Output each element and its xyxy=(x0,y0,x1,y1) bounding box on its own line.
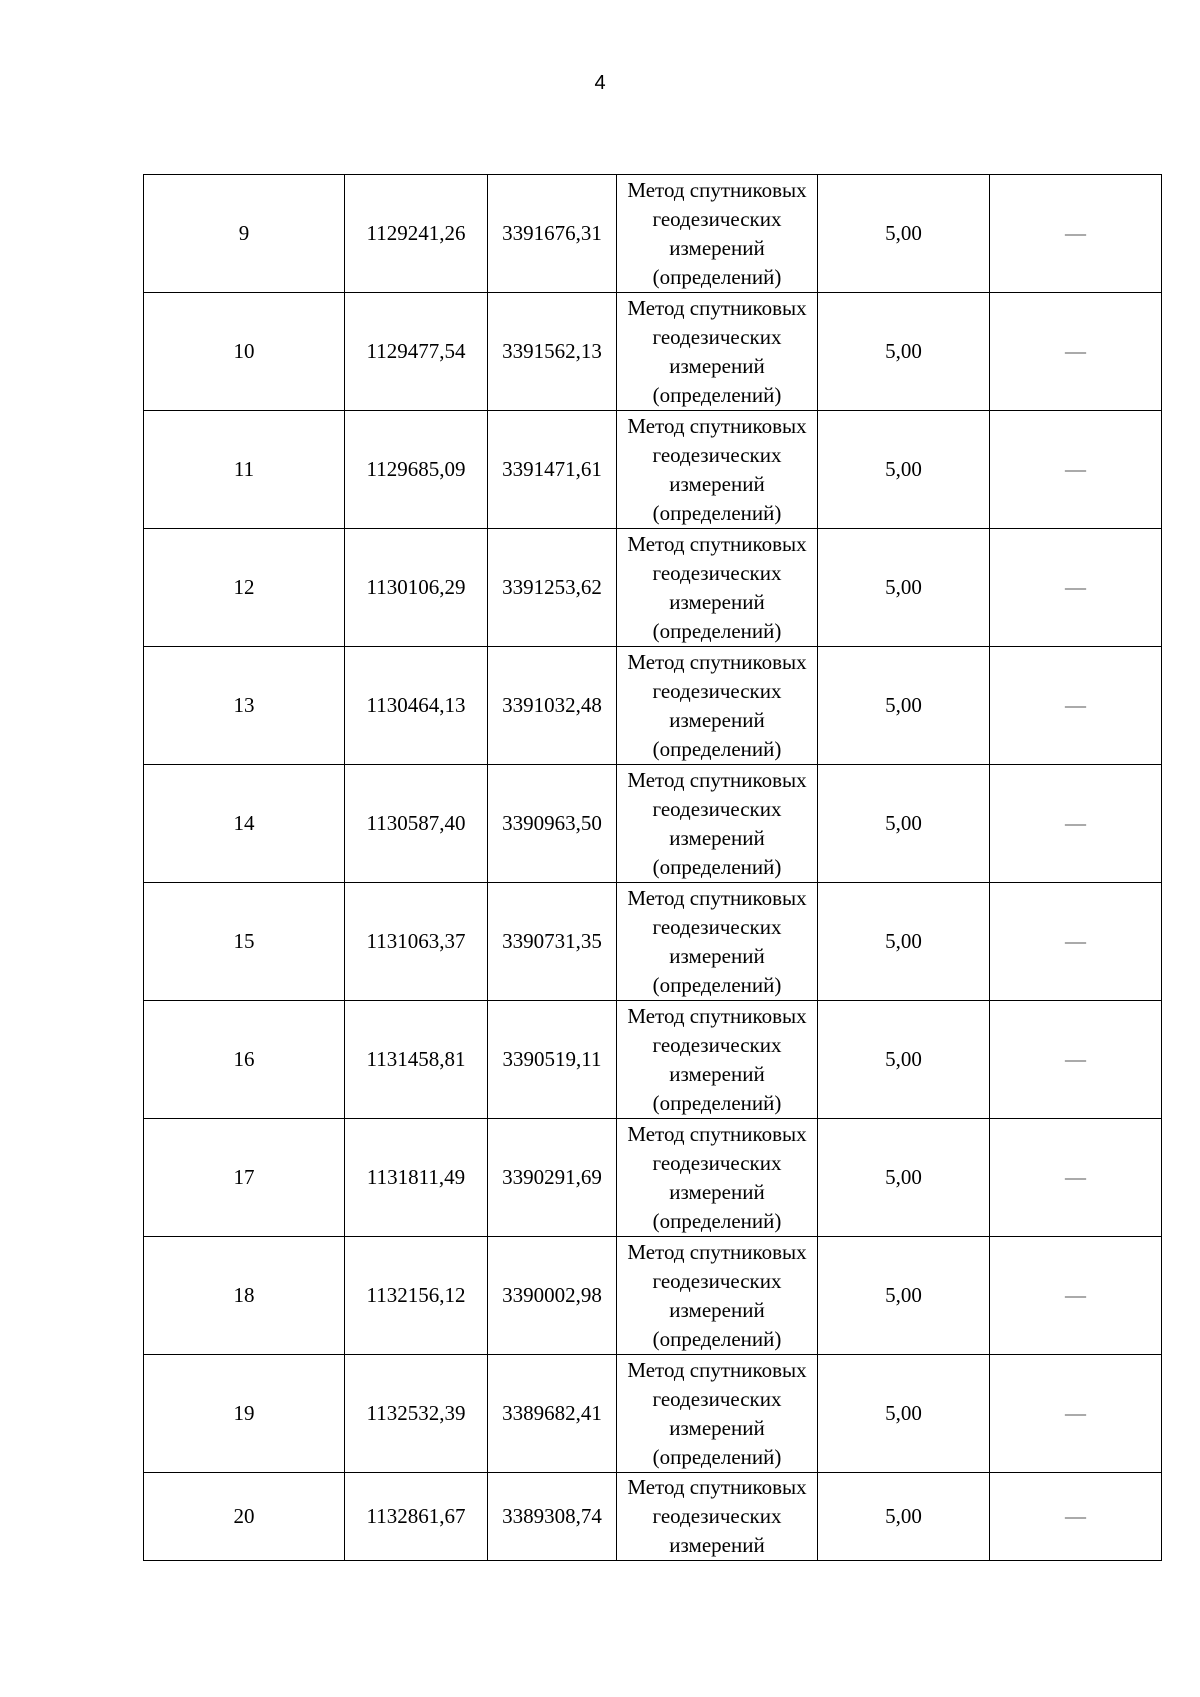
accuracy-cell: 5,00 xyxy=(818,765,990,883)
method-text-line: Метод спутниковых xyxy=(627,649,807,674)
table-row xyxy=(144,765,1162,883)
method-text-line: Метод спутниковых xyxy=(627,413,807,438)
method-text-line: (определений) xyxy=(652,264,782,289)
point-number-cell: 10 xyxy=(144,293,345,411)
method-text-line: (определений) xyxy=(652,618,782,643)
method-text-line: (определений) xyxy=(652,382,782,407)
method-cell xyxy=(617,1001,818,1119)
method-cell xyxy=(617,765,818,883)
method-text-line: геодезических xyxy=(652,442,782,467)
point-number-cell: 18 xyxy=(144,1237,345,1355)
method-text-line: измерений xyxy=(669,471,765,496)
x-coordinate-cell: 1129477,54 xyxy=(345,293,488,411)
y-coordinate-cell: 3390731,35 xyxy=(488,883,617,1001)
y-coordinate-cell: 3389308,74 xyxy=(488,1473,617,1561)
accuracy-cell: 5,00 xyxy=(818,647,990,765)
method-cell xyxy=(617,1355,818,1473)
table-row xyxy=(144,1119,1162,1237)
x-coordinate-cell: 1131811,49 xyxy=(345,1119,488,1237)
point-number-cell: 11 xyxy=(144,411,345,529)
y-coordinate-cell: 3390002,98 xyxy=(488,1237,617,1355)
accuracy-cell: 5,00 xyxy=(818,293,990,411)
y-coordinate-cell: 3389682,41 xyxy=(488,1355,617,1473)
method-text-line: Метод спутниковых xyxy=(627,767,807,792)
method-text-line: (определений) xyxy=(652,1090,782,1115)
coordinates-table-body xyxy=(144,175,1162,1561)
table-row xyxy=(144,883,1162,1001)
method-text-line: измерений xyxy=(669,1415,765,1440)
note-cell: — xyxy=(990,411,1162,529)
table-row xyxy=(144,293,1162,411)
x-coordinate-cell: 1130464,13 xyxy=(345,647,488,765)
note-cell: — xyxy=(990,293,1162,411)
point-number-cell: 13 xyxy=(144,647,345,765)
method-cell xyxy=(617,1473,818,1561)
y-coordinate-cell: 3390519,11 xyxy=(488,1001,617,1119)
method-text-line: геодезических xyxy=(652,1386,782,1411)
accuracy-cell: 5,00 xyxy=(818,1119,990,1237)
y-coordinate-cell: 3390963,50 xyxy=(488,765,617,883)
table-row xyxy=(144,1237,1162,1355)
accuracy-cell: 5,00 xyxy=(818,1473,990,1561)
x-coordinate-cell: 1129241,26 xyxy=(345,175,488,293)
x-coordinate-cell: 1132861,67 xyxy=(345,1473,488,1561)
x-coordinate-cell: 1130106,29 xyxy=(345,529,488,647)
method-text-line: измерений xyxy=(669,707,765,732)
table-row xyxy=(144,647,1162,765)
page-number: 4 xyxy=(594,72,606,94)
method-cell xyxy=(617,1237,818,1355)
method-cell xyxy=(617,647,818,765)
method-text-line: (определений) xyxy=(652,500,782,525)
accuracy-cell: 5,00 xyxy=(818,883,990,1001)
table-row xyxy=(144,1473,1162,1561)
point-number-cell: 15 xyxy=(144,883,345,1001)
method-text-line: геодезических xyxy=(652,1150,782,1175)
table-row xyxy=(144,175,1162,293)
method-text-line: Метод спутниковых xyxy=(627,885,807,910)
method-text-line: (определений) xyxy=(652,854,782,879)
note-cell: — xyxy=(990,1119,1162,1237)
x-coordinate-cell: 1132156,12 xyxy=(345,1237,488,1355)
method-cell xyxy=(617,1119,818,1237)
method-text-line: геодезических xyxy=(652,796,782,821)
method-text-line: измерений xyxy=(669,589,765,614)
y-coordinate-cell: 3391032,48 xyxy=(488,647,617,765)
method-text-line: геодезических xyxy=(652,914,782,939)
accuracy-cell: 5,00 xyxy=(818,1001,990,1119)
point-number-cell: 20 xyxy=(144,1473,345,1561)
method-text-line: Метод спутниковых xyxy=(627,1121,807,1146)
method-text-line: Метод спутниковых xyxy=(627,1239,807,1264)
x-coordinate-cell: 1129685,09 xyxy=(345,411,488,529)
method-text-line: Метод спутниковых xyxy=(627,295,807,320)
note-cell: — xyxy=(990,765,1162,883)
y-coordinate-cell: 3391676,31 xyxy=(488,175,617,293)
table-row xyxy=(144,1001,1162,1119)
accuracy-cell: 5,00 xyxy=(818,411,990,529)
note-cell: — xyxy=(990,529,1162,647)
method-cell xyxy=(617,883,818,1001)
point-number-cell: 9 xyxy=(144,175,345,293)
method-text-line: геодезических xyxy=(652,678,782,703)
method-text-line: (определений) xyxy=(652,1444,782,1469)
method-text-line: измерений xyxy=(669,235,765,260)
note-cell: — xyxy=(990,883,1162,1001)
method-text-line: измерений xyxy=(669,943,765,968)
method-text-line: измерений xyxy=(669,1061,765,1086)
method-cell xyxy=(617,175,818,293)
point-number-cell: 19 xyxy=(144,1355,345,1473)
method-text-line: измерений xyxy=(669,1179,765,1204)
method-text-line: (определений) xyxy=(652,1208,782,1233)
method-text-line: измерений xyxy=(669,1533,765,1557)
method-text-line: измерений xyxy=(669,1297,765,1322)
method-text-line: (определений) xyxy=(652,736,782,761)
method-text-line: Метод спутниковых xyxy=(627,1357,807,1382)
accuracy-cell: 5,00 xyxy=(818,529,990,647)
note-cell: — xyxy=(990,1001,1162,1119)
method-cell xyxy=(617,529,818,647)
method-text-line: (определений) xyxy=(652,1326,782,1351)
y-coordinate-cell: 3390291,69 xyxy=(488,1119,617,1237)
method-text-line: Метод спутниковых xyxy=(627,177,807,202)
point-number-cell: 16 xyxy=(144,1001,345,1119)
point-number-cell: 12 xyxy=(144,529,345,647)
table-row xyxy=(144,529,1162,647)
method-text-line: геодезических xyxy=(652,324,782,349)
coordinates-table xyxy=(143,174,1162,1561)
x-coordinate-cell: 1131063,37 xyxy=(345,883,488,1001)
note-cell: — xyxy=(990,1473,1162,1561)
method-text-line: геодезических xyxy=(652,1268,782,1293)
y-coordinate-cell: 3391253,62 xyxy=(488,529,617,647)
note-cell: — xyxy=(990,1237,1162,1355)
x-coordinate-cell: 1130587,40 xyxy=(345,765,488,883)
note-cell: — xyxy=(990,1355,1162,1473)
accuracy-cell: 5,00 xyxy=(818,1237,990,1355)
method-text-line: Метод спутниковых xyxy=(627,531,807,556)
x-coordinate-cell: 1132532,39 xyxy=(345,1355,488,1473)
method-text-line: измерений xyxy=(669,353,765,378)
method-text-line: Метод спутниковых xyxy=(627,1475,807,1499)
method-text-line: Метод спутниковых xyxy=(627,1003,807,1028)
accuracy-cell: 5,00 xyxy=(818,175,990,293)
y-coordinate-cell: 3391471,61 xyxy=(488,411,617,529)
note-cell: — xyxy=(990,175,1162,293)
y-coordinate-cell: 3391562,13 xyxy=(488,293,617,411)
method-text-line: геодезических xyxy=(652,1504,782,1528)
method-text-line: геодезических xyxy=(652,560,782,585)
table-row xyxy=(144,1355,1162,1473)
method-text-line: геодезических xyxy=(652,1032,782,1057)
x-coordinate-cell: 1131458,81 xyxy=(345,1001,488,1119)
table-row xyxy=(144,411,1162,529)
method-text-line: (определений) xyxy=(652,972,782,997)
point-number-cell: 14 xyxy=(144,765,345,883)
method-cell xyxy=(617,411,818,529)
point-number-cell: 17 xyxy=(144,1119,345,1237)
accuracy-cell: 5,00 xyxy=(818,1355,990,1473)
note-cell: — xyxy=(990,647,1162,765)
method-text-line: измерений xyxy=(669,825,765,850)
method-cell xyxy=(617,293,818,411)
method-text-line: геодезических xyxy=(652,206,782,231)
